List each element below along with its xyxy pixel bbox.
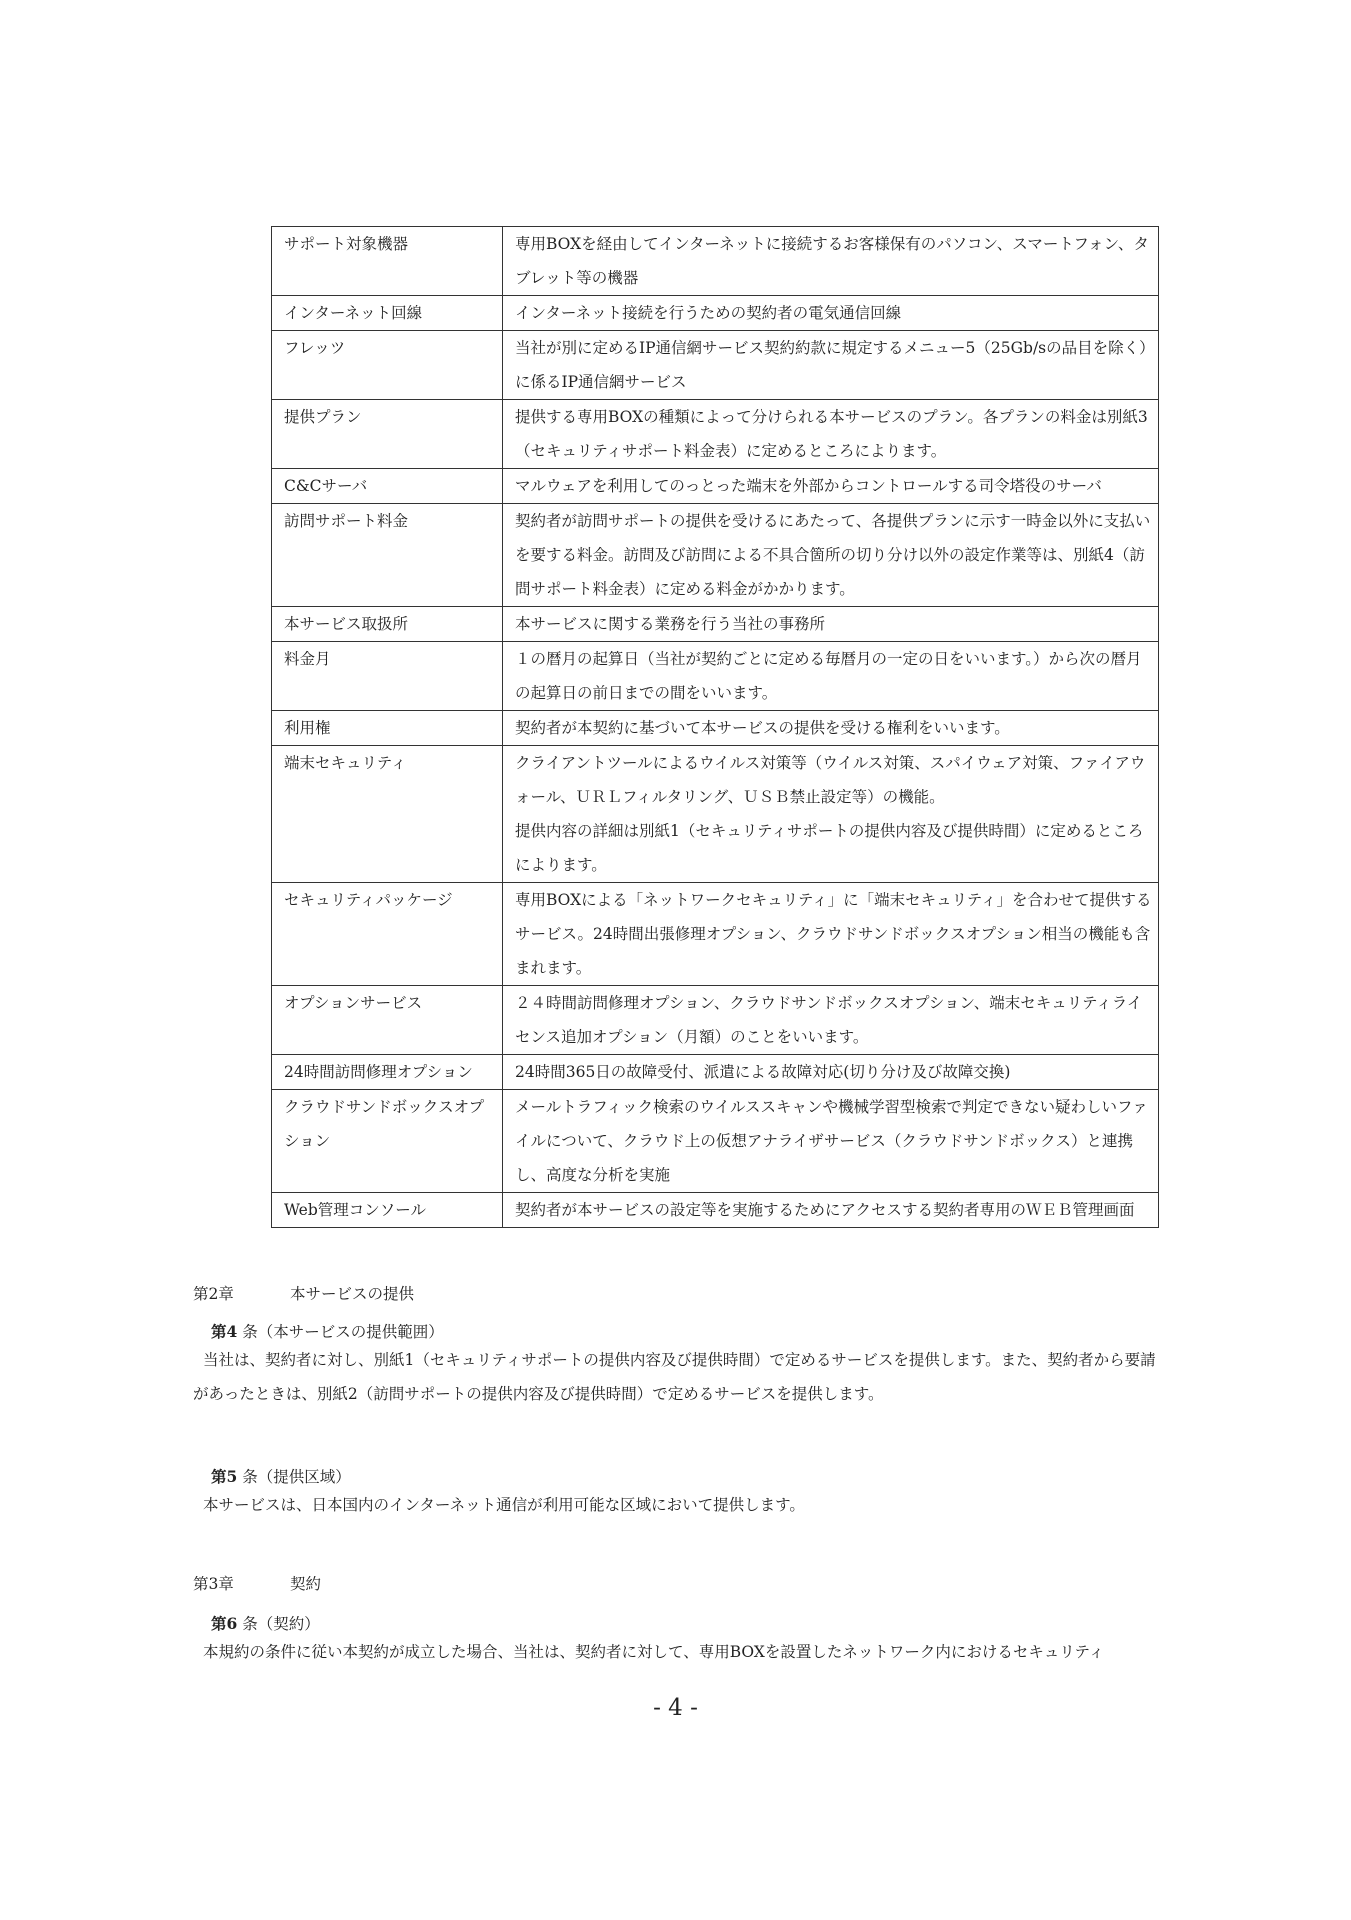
chapter-title: 本サービスの提供 [290,1285,415,1303]
definition-text [503,331,1159,400]
chapter-number: 第2章 [193,1285,234,1303]
definition-row [272,986,1159,1055]
definition-row [272,883,1159,986]
definition-row [272,400,1159,469]
definition-paragraph: メールトラフィック検索のウイルススキャンや機械学習型検索で判定できない疑わしいファイルについて、クラウド上の仮想アナライザサービス（クラウドサンドボックス）と連携し、高度な分析を実施 [515,1098,1148,1184]
definition-paragraph: インターネット接続を行うための契約者の電気通信回線 [515,304,902,322]
definition-paragraph: 提供する専用BOXの種類によって分けられる本サービスのプラン。各プランの料金は別紙3（セキュリティサポート料金表）に定めるところによります。 [515,408,1148,460]
article-title: 条（契約） [242,1615,320,1633]
definition-term: 24時間訪問修理オプション [272,1055,503,1090]
definition-paragraph: 当社が別に定めるIP通信網サービス契約約款に規定するメニュー5（25Gb/sの品目を除く）に係るIP通信網サービス [515,339,1147,391]
page-number: - 4 - [653,1695,698,1721]
definition-text [503,400,1159,469]
definition-row [272,469,1159,504]
definition-row [272,504,1159,607]
definition-paragraph: 契約者が本サービスの設定等を実施するためにアクセスする契約者専用のＷＥＢ管理画面 [515,1201,1135,1219]
definition-term: 料金月 [272,642,503,711]
definition-term: C&Cサーバ [272,469,503,504]
definition-text [503,227,1159,296]
definition-text [503,469,1159,504]
chapter-3-heading [193,1572,321,1594]
definition-term: インターネット回線 [272,296,503,331]
definition-term: クラウドサンドボックスオプション [272,1090,503,1193]
definition-text [503,986,1159,1055]
definition-term: オプションサービス [272,986,503,1055]
definition-paragraph: 提供内容の詳細は別紙1（セキュリティサポートの提供内容及び提供時間）に定めるところによります。 [515,822,1144,874]
article-6-body: 本規約の条件に従い本契約が成立した場合、当社は、契約者に対して、専用BOXを設置したネットワーク内におけるセキュリティ [203,1643,1105,1661]
definition-text [503,607,1159,642]
definition-term: Web管理コンソール [272,1193,503,1228]
definition-term: サポート対象機器 [272,227,503,296]
chapter-2-heading [193,1282,414,1304]
definition-paragraph: 24時間365日の故障受付、派遣による故障対応(切り分け及び故障交換) [515,1063,1011,1081]
definition-term: 訪問サポート料金 [272,504,503,607]
article-6-heading [211,1612,320,1634]
definition-text [503,1090,1159,1193]
definition-row [272,296,1159,331]
definition-paragraph: 専用BOXによる「ネットワークセキュリティ」に「端末セキュリティ」を合わせて提供するサービス。24時間出張修理オプション、クラウドサンドボックスオプション相当の機能も含まれます。 [515,891,1152,977]
definition-row [272,1193,1159,1228]
definition-text [503,883,1159,986]
definition-text [503,504,1159,607]
definition-paragraph: ２４時間訪問修理オプション、クラウドサンドボックスオプション、端末セキュリティライセンス追加オプション（月額）のことをいいます。 [515,994,1143,1046]
definition-paragraph: １の暦月の起算日（当社が契約ごとに定める毎暦月の一定の日をいいます。）から次の暦月の起算日の前日までの間をいいます。 [515,650,1142,702]
definition-term: フレッツ [272,331,503,400]
definition-row [272,331,1159,400]
definition-paragraph: 専用BOXを経由してインターネットに接続するお客様保有のパソコン、スマートフォン、タブレット等の機器 [515,235,1149,287]
chapter-title: 契約 [290,1575,322,1593]
definition-text [503,296,1159,331]
definition-row [272,1090,1159,1193]
definition-paragraph: マルウェアを利用してのっとった端末を外部からコントロールする司令塔役のサーバ [515,477,1102,495]
definitions-table [271,226,1159,1228]
article-title: 条（本サービスの提供範囲） [242,1323,444,1341]
definition-row [272,746,1159,883]
definition-term: 提供プラン [272,400,503,469]
definition-term: 端末セキュリティ [272,746,503,883]
article-4-body: 当社は、契約者に対し、別紙1（セキュリティサポートの提供内容及び提供時間）で定めるサービスを提供します。また、契約者から要請があったときは、別紙2（訪問サポートの提供内容及び提供時間）で定めるサービスを提供します。 [193,1351,1156,1403]
article-5-body: 本サービスは、日本国内のインターネット通信が利用可能な区域において提供します。 [203,1496,805,1514]
definition-term: 利用権 [272,711,503,746]
definition-row [272,642,1159,711]
article-5-heading [211,1465,351,1487]
chapter-number: 第3章 [193,1575,234,1593]
definition-paragraph: クライアントツールによるウイルス対策等（ウイルス対策、スパイウェア対策、ファイアウォール、ＵＲＬフィルタリング、ＵＳＢ禁止設定等）の機能。 [515,754,1146,806]
definition-term: 本サービス取扱所 [272,607,503,642]
definition-paragraph: 契約者が本契約に基づいて本サービスの提供を受ける権利をいいます。 [515,719,1010,737]
article-title: 条（提供区域） [242,1468,351,1486]
definition-text [503,746,1159,883]
definition-row [272,227,1159,296]
definition-text [503,711,1159,746]
definition-row [272,711,1159,746]
article-number: 第4 [211,1322,238,1341]
definition-paragraph: 契約者が訪問サポートの提供を受けるにあたって、各提供プランに示す一時金以外に支払いを要する料金。訪問及び訪問による不具合箇所の切り分け以外の設定作業等は、別紙4（訪問サポート料金表）に定める料金がかかります。 [515,512,1151,598]
definition-row [272,607,1159,642]
definition-text [503,642,1159,711]
definition-text [503,1055,1159,1090]
article-number: 第5 [211,1467,238,1486]
article-4-heading [211,1320,444,1342]
definition-row [272,1055,1159,1090]
article-number: 第6 [211,1614,238,1633]
definition-term: セキュリティパッケージ [272,883,503,986]
definition-paragraph: 本サービスに関する業務を行う当社の事務所 [515,615,826,633]
definition-text [503,1193,1159,1228]
